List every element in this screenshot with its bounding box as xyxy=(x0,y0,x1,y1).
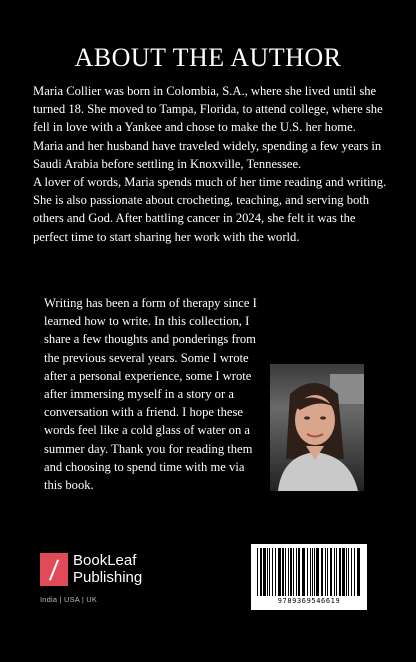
barcode-bar xyxy=(336,548,337,596)
barcode-bar xyxy=(357,548,360,596)
barcode-icon xyxy=(257,548,361,596)
barcode-bar xyxy=(325,548,326,596)
barcode-bar xyxy=(330,548,332,596)
barcode-bar xyxy=(321,548,323,596)
barcode-bar xyxy=(296,548,297,596)
barcode-bar xyxy=(354,548,355,596)
barcode-bar xyxy=(267,548,268,596)
barcode-bar xyxy=(346,548,347,596)
barcode-bar xyxy=(334,548,335,596)
barcode-bar xyxy=(312,548,313,596)
barcode-bar xyxy=(348,548,349,596)
author-portrait-icon xyxy=(270,364,364,491)
barcode-bar xyxy=(302,548,305,596)
publisher-logo xyxy=(40,553,190,613)
barcode-bar xyxy=(327,548,328,596)
barcode-bar xyxy=(351,548,352,596)
barcode-bar xyxy=(339,548,341,596)
bio-paragraph: A lover of words, Maria spends much of her time reading and writing. She is also passionate about crocheting, teaching, and serving both others and God. After battling cancer in 2024, she felt it was the perfect time to start sharing her work with the world. xyxy=(33,175,387,244)
barcode-bar xyxy=(285,548,286,596)
bookleaf-logo-icon xyxy=(40,553,68,586)
barcode-bar xyxy=(298,548,300,596)
page-title: ABOUT THE AUTHOR xyxy=(74,43,342,72)
publisher-name: BookLeaf xyxy=(73,552,137,569)
barcode-bar xyxy=(307,548,308,596)
barcode-bar xyxy=(314,548,315,596)
barcode-bar xyxy=(288,548,289,596)
barcode-bar xyxy=(272,548,273,596)
barcode-bar xyxy=(260,548,262,596)
isbn-number: 9789369546619 xyxy=(277,597,341,605)
barcode-bar xyxy=(275,548,276,596)
barcode-bar xyxy=(282,548,284,596)
barcode-bar xyxy=(257,548,258,596)
barcode-bar xyxy=(269,548,270,596)
author-photo xyxy=(270,364,364,491)
barcode-bar xyxy=(293,548,294,596)
author-bio xyxy=(33,82,388,246)
publisher-name: Publishing xyxy=(73,569,143,586)
barcode-bar xyxy=(278,548,281,596)
barcode-bar xyxy=(290,548,292,596)
publisher-regions: India | USA | UK xyxy=(40,595,98,604)
book-description: Writing has been a form of therapy since I learned how to write. In this collection, I share a few thoughts and ponderings from the previous several years. Some I wrote after a personal experience, some I wrote after immersing myself in a story or a conversation with a friend. I hope these words feel like a cold glass of water on a summer day. Thank you for reading them and choosing to spend time with me via this book. xyxy=(44,296,257,493)
isbn-barcode xyxy=(251,544,367,610)
barcode-bar xyxy=(342,548,345,596)
barcode-bar xyxy=(310,548,311,596)
barcode-bar xyxy=(316,548,319,596)
barcode-bar xyxy=(263,548,266,596)
bio-paragraph: Maria Collier was born in Colombia, S.A., where she lived until she turned 18. She moved to Tampa, Florida, to attend college, where she fell in love with a Yankee and chose to make the U.S. her home. Maria and her husband have traveled widely, spending a few years in Saudi Arabia before settling in Knoxville, Tennessee. xyxy=(33,84,383,171)
